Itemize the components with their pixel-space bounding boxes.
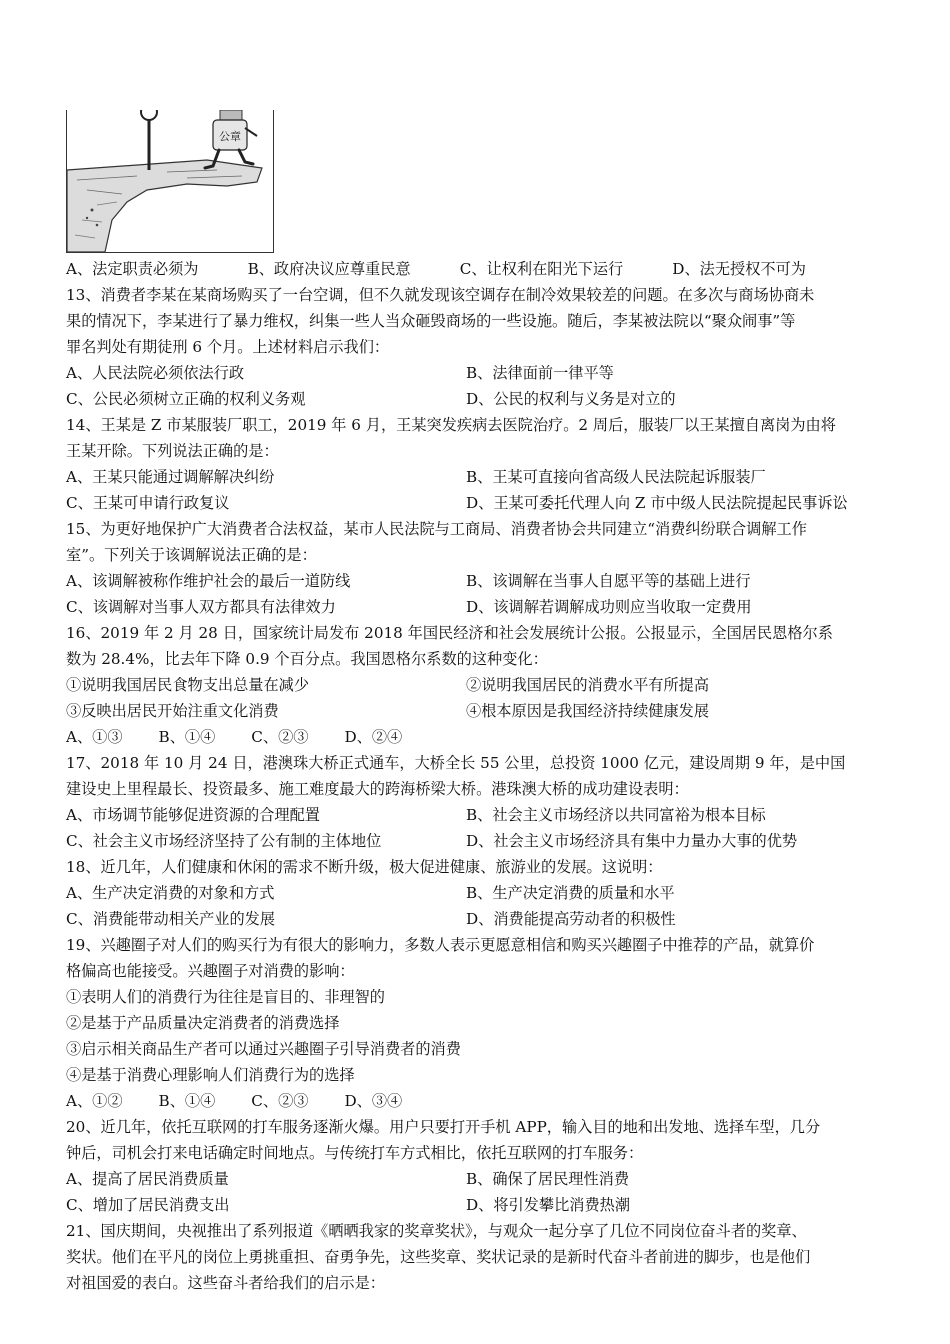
q16-option-d[interactable]: D、②④ [344, 728, 403, 746]
q15-option-a[interactable]: A、该调解被称作维护社会的最后一道防线 [66, 572, 351, 590]
q21-stem-line: 奖状。他们在平凡的岗位上勇挑重担、奋勇争先，这些奖章、奖状记录的是新时代奋斗者前进的脚步，也是他们 [66, 1248, 811, 1266]
q21-stem-line: 21、国庆期间，央视推出了系列报道《晒晒我家的奖章奖状》，与观众一起分享了几位不同岗位奋斗者的奖章、 [66, 1222, 807, 1240]
q18-option-a[interactable]: A、生产决定消费的对象和方式 [66, 884, 275, 902]
q13-option-b[interactable]: B、法律面前一律平等 [466, 364, 614, 382]
q16-stem-line: 16、2019 年 2 月 28 日，国家统计局发布 2018 年国民经济和社会发展统计公报。公报显示，全国居民恩格尔系 [66, 624, 833, 642]
q16-statement-3: ③反映出居民开始注重文化消费 [66, 702, 279, 720]
q19-option-a[interactable]: A、①② [66, 1092, 123, 1110]
q14-stem-line: 王某开除。下列说法正确的是： [66, 442, 279, 460]
q12-options [66, 256, 806, 282]
q18-options-row [66, 880, 892, 906]
q17-stem-line: 17、2018 年 10 月 24 日，港澳珠大桥正式通车，大桥全长 55 公里，总投资 1000 亿元，建设周期 9 年，是中国 [66, 754, 846, 772]
q15-option-c[interactable]: C、该调解对当事人双方都具有法律效力 [66, 598, 336, 616]
q16-option-c[interactable]: C、②③ [251, 728, 309, 746]
q18-option-c[interactable]: C、消费能带动相关产业的发展 [66, 910, 276, 928]
q14-option-d[interactable]: D、王某可委托代理人向 Z 市中级人民法院提起民事诉讼 [466, 494, 848, 512]
q19-stem-line: 19、兴趣圈子对人们的购买行为有很大的影响力，多数人表示更愿意相信和购买兴趣圈子中推荐的产品，就算价 [66, 936, 815, 954]
cliff-cartoon-illustration [67, 110, 273, 252]
q19-option-c[interactable]: C、②③ [251, 1092, 309, 1110]
q18-stem-line: 18、近几年，人们健康和休闲的需求不断升级，极大促进健康、旅游业的发展。这说明： [66, 858, 663, 876]
q20-stem-line: 20、近几年，依托互联网的打车服务逐渐火爆。用户只要打开手机 APP，输入目的地和出发地、选择车型，几分 [66, 1118, 821, 1136]
q16-options [66, 724, 892, 750]
q16-statement-2: ②说明我国居民的消费水平有所提高 [466, 676, 709, 694]
q18-option-b[interactable]: B、生产决定消费的质量和水平 [466, 884, 675, 902]
q13-options-row [66, 386, 892, 412]
q16-option-a[interactable]: A、①③ [66, 728, 123, 746]
q12-option-d[interactable]: D、法无授权不可为 [672, 260, 806, 278]
stamp-label: 公章 [219, 130, 241, 143]
q19-options [66, 1088, 892, 1114]
q20-stem-line: 钟后，司机会打来电话确定时间地点。与传统打车方式相比，依托互联网的打车服务： [66, 1144, 644, 1162]
q16-statements-row [66, 698, 892, 724]
questions-content [66, 256, 892, 1296]
q12-option-a[interactable]: A、法定职责必须为 [66, 260, 199, 278]
q17-option-b[interactable]: B、社会主义市场经济以共同富裕为根本目标 [466, 806, 766, 824]
q21-stem-line: 对祖国爱的表白。这些奋斗者给我们的启示是： [66, 1274, 385, 1292]
q17-stem-line: 建设史上里程最长、投资最多、施工难度最大的跨海桥梁大桥。港珠澳大桥的成功建设表明： [66, 780, 689, 798]
q13-option-c[interactable]: C、公民必须树立正确的权利义务观 [66, 390, 306, 408]
q16-option-b[interactable]: B、①④ [158, 728, 216, 746]
q19-statement-2: ②是基于产品质量决定消费者的消费选择 [66, 1014, 340, 1032]
q13-stem-line: 罪名判处有期徒刑 6 个月。上述材料启示我们： [66, 338, 390, 356]
q20-option-d[interactable]: D、将引发攀比消费热潮 [466, 1196, 631, 1214]
q19-statement-4: ④是基于消费心理影响人们消费行为的选择 [66, 1066, 355, 1084]
q14-options-row [66, 464, 892, 490]
q16-statement-4: ④根本原因是我国经济持续健康发展 [466, 702, 709, 720]
q17-option-a[interactable]: A、市场调节能够促进资源的合理配置 [66, 806, 320, 824]
q15-option-b[interactable]: B、该调解在当事人自愿平等的基础上进行 [466, 572, 751, 590]
q20-option-b[interactable]: B、确保了居民理性消费 [466, 1170, 630, 1188]
q20-options-row [66, 1166, 892, 1192]
q12-option-c[interactable]: C、让权利在阳光下运行 [459, 260, 624, 278]
q16-stem-line: 数为 28.4%，比去年下降 0.9 个百分点。我国恩格尔系数的这种变化： [66, 650, 548, 668]
q13-stem-line: 13、消费者李某在某商场购买了一台空调，但不久就发现该空调存在制冷效果较差的问题。在多次与商场协商未 [66, 286, 815, 304]
q17-option-d[interactable]: D、社会主义市场经济具有集中力量办大事的优势 [466, 832, 798, 850]
q15-stem-line: 室”。下列关于该调解说法正确的是： [66, 546, 317, 564]
q19-stem-line: 格偏高也能接受。兴趣圈子对消费的影响： [66, 962, 355, 980]
q17-option-c[interactable]: C、社会主义市场经济坚持了公有制的主体地位 [66, 832, 382, 850]
q19-option-b[interactable]: B、①④ [158, 1092, 216, 1110]
q13-options-row [66, 360, 892, 386]
q13-stem-line: 果的情况下，李某进行了暴力维权，纠集一些人当众砸毁商场的一些设施。随后，李某被法院以“聚众闹事”等 [66, 312, 796, 330]
q20-option-a[interactable]: A、提高了居民消费质量 [66, 1170, 229, 1188]
q18-option-d[interactable]: D、消费能提高劳动者的积极性 [466, 910, 676, 928]
q15-stem-line: 15、为更好地保护广大消费者合法权益，某市人民法院与工商局、消费者协会共同建立“消费纠纷联合调解工作 [66, 520, 807, 538]
q15-option-d[interactable]: D、该调解若调解成功则应当收取一定费用 [466, 598, 752, 616]
q14-options-row [66, 490, 892, 516]
cartoon-figure [66, 110, 274, 253]
q16-statements-row [66, 672, 892, 698]
q14-option-c[interactable]: C、王某可申请行政复议 [66, 494, 230, 512]
q17-options-row [66, 802, 892, 828]
q20-options-row [66, 1192, 892, 1218]
q19-statement-1: ①表明人们的消费行为往往是盲目的、非理智的 [66, 988, 385, 1006]
q19-statement-3: ③启示相关商品生产者可以通过兴趣圈子引导消费者的消费 [66, 1040, 461, 1058]
q14-option-a[interactable]: A、王某只能通过调解解决纠纷 [66, 468, 275, 486]
q12-option-b[interactable]: B、政府决议应尊重民意 [247, 260, 411, 278]
q13-option-d[interactable]: D、公民的权利与义务是对立的 [466, 390, 676, 408]
q20-option-c[interactable]: C、增加了居民消费支出 [66, 1196, 230, 1214]
q18-options-row [66, 906, 892, 932]
q15-options-row [66, 594, 892, 620]
q14-option-b[interactable]: B、王某可直接向省高级人民法院起诉服装厂 [466, 468, 766, 486]
q17-options-row [66, 828, 892, 854]
q19-option-d[interactable]: D、③④ [344, 1092, 403, 1110]
q16-statement-1: ①说明我国居民食物支出总量在减少 [66, 676, 309, 694]
q14-stem-line: 14、王某是 Z 市某服装厂职工，2019 年 6 月，王某突发疾病去医院治疗。2 周后，服装厂以王某擅自离岗为由将 [66, 416, 836, 434]
q13-option-a[interactable]: A、人民法院必须依法行政 [66, 364, 245, 382]
q15-options-row [66, 568, 892, 594]
